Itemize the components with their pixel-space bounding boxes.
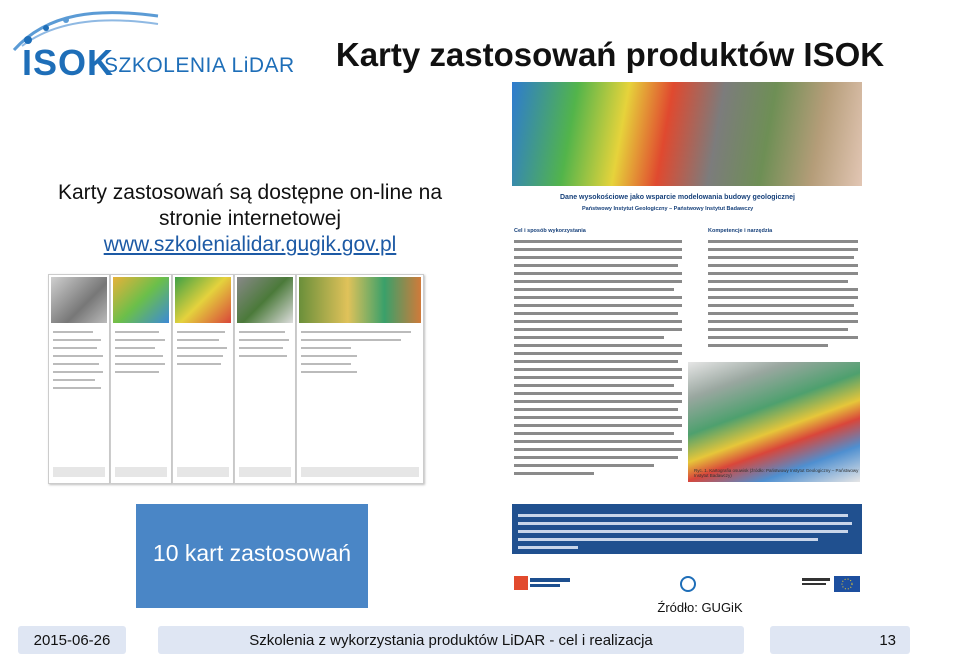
slide-title: Karty zastosowań produktów ISOK: [335, 36, 885, 73]
source-credit: Źródło: GUGiK: [657, 600, 743, 615]
card-thumbnails: [48, 274, 422, 484]
card-thumbnail: [110, 274, 172, 484]
card-thumbnail: [48, 274, 110, 484]
footer-course-box: [158, 626, 744, 654]
intro-text: [40, 180, 460, 258]
card-info-box: [512, 504, 862, 554]
card-subtitle: Państwowy Instytut Geologiczny – Państwowy Instytut Badawczy: [582, 206, 754, 212]
eu-logos-graphic: [512, 572, 862, 596]
card-thumbnail: [296, 274, 424, 484]
website-link[interactable]: www.szkolenialidar.gugik.gov.pl: [103, 233, 397, 256]
card-thumbnail: [234, 274, 296, 484]
logo-wordmark: ISOK: [22, 42, 115, 83]
footer-page-box: [770, 626, 910, 654]
terrain-image: [512, 82, 862, 186]
card-preview: [512, 82, 862, 488]
card-title: Dane wysokościowe jako wsparcie modelowania budowy geologicznej: [560, 194, 795, 201]
card-thumbnail: [172, 274, 234, 484]
landslide-map-image: [688, 362, 860, 482]
footer-date: 2015-06-26: [33, 632, 111, 649]
cards-count-banner: [136, 504, 368, 608]
intro-line-1: Karty zastosowań są dostępne on-line na: [57, 181, 443, 204]
card-section-left: Cel i sposób wykorzystania: [514, 228, 586, 234]
card-section-right: Kompetencje i narzędzia: [708, 228, 773, 234]
footer-date-box: [18, 626, 126, 654]
funding-logos: [512, 572, 862, 596]
banner-label: 10 kart zastosowań: [152, 540, 352, 566]
isok-logo: [8, 6, 308, 88]
footer-course-title: Szkolenia z wykorzystania produktów LiDAR - cel i realizacja: [249, 632, 653, 649]
logo-subtitle: SZKOLENIA LiDAR: [104, 54, 295, 77]
page-number: 13: [879, 632, 896, 649]
figure-caption: Ryc. 1. Kartografia osuwisk (źródło: Państwowy Instytut Geologiczny – Państwowy Instytut Badawczy): [694, 468, 859, 478]
intro-line-2: stronie internetowej: [158, 207, 342, 230]
